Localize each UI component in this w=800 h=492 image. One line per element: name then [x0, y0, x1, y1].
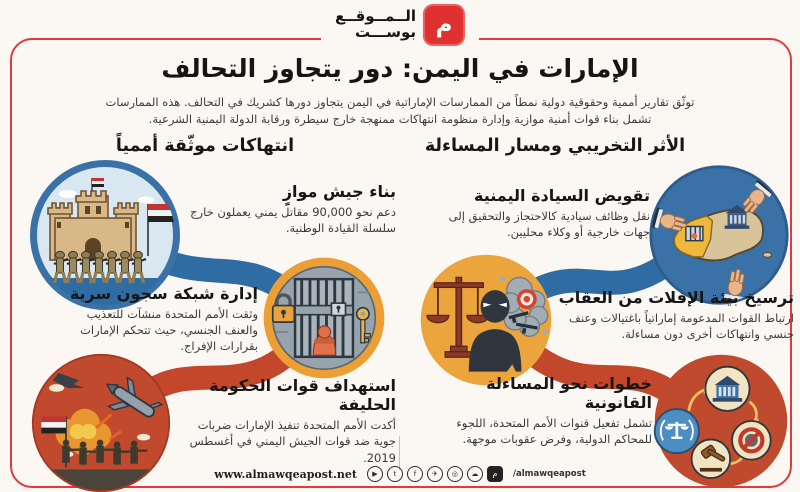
logo-mark-icon: م [423, 4, 465, 46]
prison-cell-icon [262, 256, 386, 380]
logo-wordmark-line1: الــمــوقــع [334, 7, 417, 26]
social-icons [367, 466, 503, 482]
secret-prison-illustration [262, 256, 386, 380]
page-subtitle: توثّق تقارير أممية وحقوقية دولية نمطاً من الممارسات الإماراتية في اليمن يتجاوز دورها كشريك في التحالف. هذه الممارسات تشمل بناء قوات أمنية موازية وإدارة منظومة انتهاكات ممنهجة خارج سيطرة ورقابة الدولة اليمنية الشرعية. [105, 95, 695, 127]
left-column-heading: انتهاكات موثّقة أممياً [115, 136, 295, 156]
item-title: بناء جيش موازٍ [282, 182, 396, 201]
un-building-node-icon [705, 367, 749, 411]
facebook-icon: f [407, 466, 423, 482]
almawqea-post-logo [321, 2, 479, 48]
item-body: دعم نحو 90,000 مقاتل يمني يعملون خارج سلسلة القيادة الوطنية. [190, 205, 396, 236]
masked-figure-scales-icon [418, 252, 554, 388]
app-icon: م [487, 466, 503, 482]
instagram-icon: ◎ [447, 466, 463, 482]
item-body: أكدت الأمم المتحدة تنفيذ الإمارات ضربات جوية ضد قوات الجيش اليمني في أغسطس 2019. [189, 418, 396, 465]
item-parallel-army [190, 182, 396, 236]
footer [0, 466, 800, 482]
item-impunity [556, 288, 794, 342]
logo-wordmark [335, 9, 416, 41]
item-title: خطوات نحو المساءلة القانونية [486, 374, 652, 413]
item-secret-prisons [50, 284, 258, 354]
twitter-icon: t [387, 466, 403, 482]
item-title: ترسيخ بيئة الإفلات من العقاب [558, 288, 794, 307]
telegram-icon: ✈ [427, 466, 443, 482]
footer-divider [399, 436, 400, 470]
right-column-heading: الأثر التخريبي ومسار المساءلة [424, 136, 686, 156]
target-icon [517, 289, 537, 309]
item-title: إدارة شبكة سجون سرية [69, 284, 258, 303]
item-sovereignty [436, 186, 650, 240]
social-handle: /almawqeapost [512, 469, 586, 479]
yemen-map-hands-icon [648, 164, 790, 306]
item-airstrikes [188, 376, 396, 466]
sanctions-node-icon [732, 421, 771, 460]
mini-prison-icon [686, 226, 703, 240]
soundcloud-icon: ☁ [467, 466, 483, 482]
impunity-illustration [418, 252, 554, 388]
item-legal-steps [430, 374, 652, 448]
icc-node-icon [655, 409, 699, 453]
item-body: نقل وظائف سيادية كالاحتجاز والتحقيق إلى جهات خارجية أو وكلاء محليين. [448, 209, 650, 240]
youtube-icon: ▶ [367, 466, 383, 482]
item-body: وثقت الأمم المتحدة منشآت للتعذيب والعنف الجنسي، حيث تتحكم الإمارات بقرارات الإفراج. [80, 307, 258, 354]
website-url: www.almawqeapost.net [214, 467, 357, 481]
logo-wordmark-line2: بوســـت [354, 23, 417, 41]
sovereignty-map-illustration [648, 164, 790, 306]
item-title: تقويض السيادة اليمنية [473, 186, 650, 205]
item-title: استهداف قوات الحكومة الحليفة [209, 376, 396, 415]
item-body: تشمل تفعيل قنوات الأمم المتحدة، اللجوء للمحاكم الدولية، وفرض عقوبات موجهة. [456, 416, 652, 447]
item-body: ارتباط القوات المدعومة إماراتياً باغتيالات وعنف جنسي وانتهاكات أخرى دون مساءلة. [569, 311, 794, 342]
page-title: الإمارات في اليمن: دور يتجاوز التحالف [161, 54, 639, 83]
